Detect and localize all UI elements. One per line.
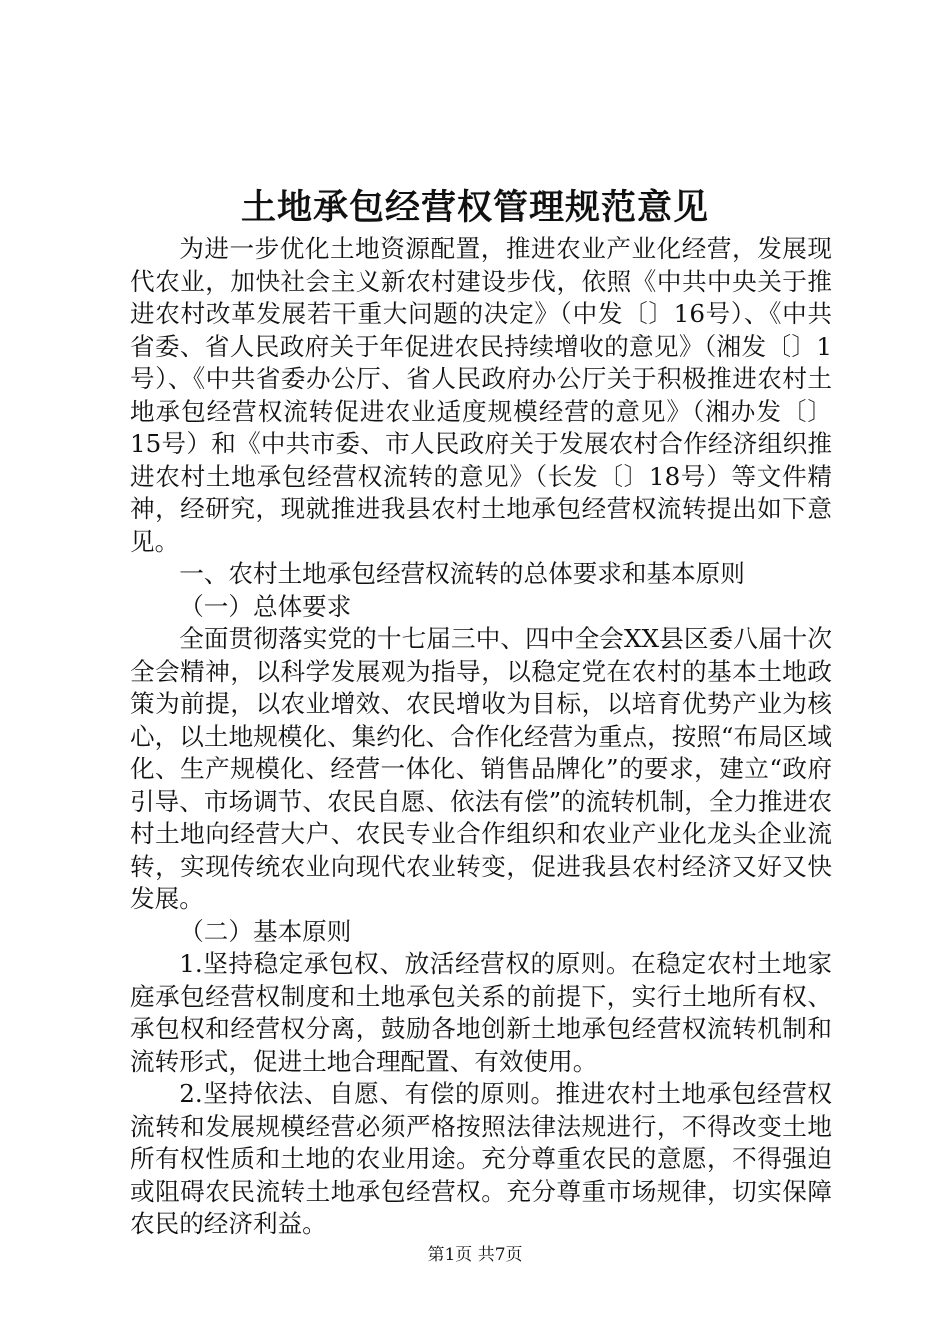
page-footer: 第1页 共7页 xyxy=(427,1245,523,1265)
subsection-heading-general-requirements: （一）总体要求 xyxy=(179,591,352,621)
intro-paragraph: 为进一步优化土地资源配置，推进农业产业化经营，发展现代农业，加快社会主义新农村建设步伐，依照《中共中央关于推进农村改革发展若干重大问题的决定》（中发〔〕16号）、《中共省委、省人民政府关于年促进农民持续增收的意见》（湘发〔〕1号）、《中共省委办公厅、省人民政府办公厅关于积极推进农村土地承包经营权流转促进农业适度规模经营的意见》（湘办发〔〕15号）和《中共市委、市人民政府关于发展农村合作经济组织推进农村土地承包经营权流转的意见》（长发〔〕18号）等文件精神，经研究，现就推进我县农村土地承包经营权流转提出如下意见。 xyxy=(130,234,832,556)
principle-2-paragraph: 2.坚持依法、自愿、有偿的原则。推进农村土地承包经营权流转和发展规模经营必须严格按照法律法规进行，不得改变土地所有权性质和土地的农业用途。充分尊重农民的意愿，不得强迫或阻碍农民流转土地承包经营权。充分尊重市场规律，切实保障农民的经济利益。 xyxy=(130,1079,832,1238)
section-heading-1: 一、农村土地承包经营权流转的总体要求和基本原则 xyxy=(179,559,745,588)
general-requirements-paragraph: 全面贯彻落实党的十七届三中、四中全会XX县区委八届十次全会精神，以科学发展观为指导，以稳定党在农村的基本土地政策为前提，以农业增效、农民增收为目标，以培育优势产业为核心，以土地规模化、集约化、合作化经营为重点，按照“布局区域化、生产规模化、经营一体化、销售品牌化”的要求，建立“政府引导、市场调节、农民自愿、依法有偿”的流转机制，全力推进农村土地向经营大户、农民专业合作组织和农业产业化龙头企业流转，实现传统农业向现代农业转变，促进我县农村经济又好又快发展。 xyxy=(130,624,832,913)
subsection-heading-basic-principles: （二）基本原则 xyxy=(179,916,352,946)
document-title: 土地承包经营权管理规范意见 xyxy=(240,188,709,228)
document-body xyxy=(130,233,832,1241)
principle-1-paragraph: 1.坚持稳定承包权、放活经营权的原则。在稳定农村土地家庭承包经营权制度和土地承包关系的前提下，实行土地所有权、承包权和经营权分离，鼓励各地创新土地承包经营权流转机制和流转形式，促进土地合理配置、有效使用。 xyxy=(130,949,832,1076)
